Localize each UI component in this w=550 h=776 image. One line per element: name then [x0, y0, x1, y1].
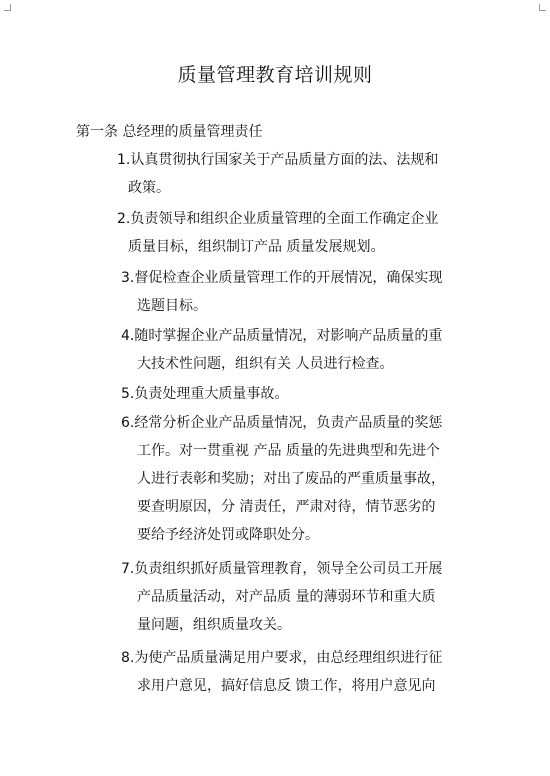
item-line: 量问题，组织质量攻关。: [137, 617, 291, 633]
item-line: 6.经常分析企业产品质量情况，负责产品质量的奖惩: [121, 415, 443, 431]
item-line: 8.为使产品质量满足用户要求，由总经理组织进行征: [121, 650, 443, 666]
list-item: [117, 146, 438, 202]
item-line: 2.负责领导和组织企业质量管理的全面工作确定企业: [117, 211, 439, 227]
item-line: 要查明原因，分 清责任，严肃对待，情节恶劣的: [137, 499, 436, 515]
item-line: 求用户意见，搞好信息反 馈工作，将用户意见向: [137, 678, 436, 694]
item-line: 质量目标，组织制订产品 质量发展规划。: [128, 239, 385, 255]
item-line: 3.督促检查企业质量管理工作的开展情况，确保实现: [121, 270, 443, 286]
article-heading: 第一条 总经理的质量管理责任: [76, 124, 263, 140]
list-item: [121, 644, 442, 700]
item-line: 选题目标。: [137, 298, 207, 314]
item-line: 大技术性问题，组织有关 人员进行检查。: [137, 356, 394, 372]
list-item: [121, 555, 442, 639]
item-line: 政策。: [128, 180, 170, 196]
item-line: 工作。对一贯重视 产品 质量的先进典型和先进个: [137, 443, 440, 459]
item-line: 产品质量活动，对产品质 量的薄弱环节和重大质: [137, 589, 436, 605]
document-title: 质量管理教育培训规则: [177, 64, 373, 86]
item-line: 5.负责处理重大质量事故。: [121, 386, 289, 402]
list-item: [121, 409, 445, 549]
list-item: [121, 380, 288, 408]
list-item: [117, 205, 438, 261]
list-item: [121, 264, 442, 320]
page-corner-mark-top-right: [539, 4, 546, 11]
item-line: 要给予经济处罚或降职处分。: [137, 527, 319, 543]
page-corner-mark-top-left: [4, 4, 11, 11]
item-line: 7.负责组织抓好质量管理教育，领导全公司员工开展: [121, 561, 443, 577]
list-item: [121, 322, 442, 378]
item-line: 人进行表彰和奖励；对出了废品的严重质量事故，: [137, 471, 445, 487]
item-line: 1.认真贯彻执行国家关于产品质量方面的法、法规和: [117, 152, 439, 168]
item-line: 4.随时掌握企业产品质量情况，对影响产品质量的重: [121, 328, 443, 344]
